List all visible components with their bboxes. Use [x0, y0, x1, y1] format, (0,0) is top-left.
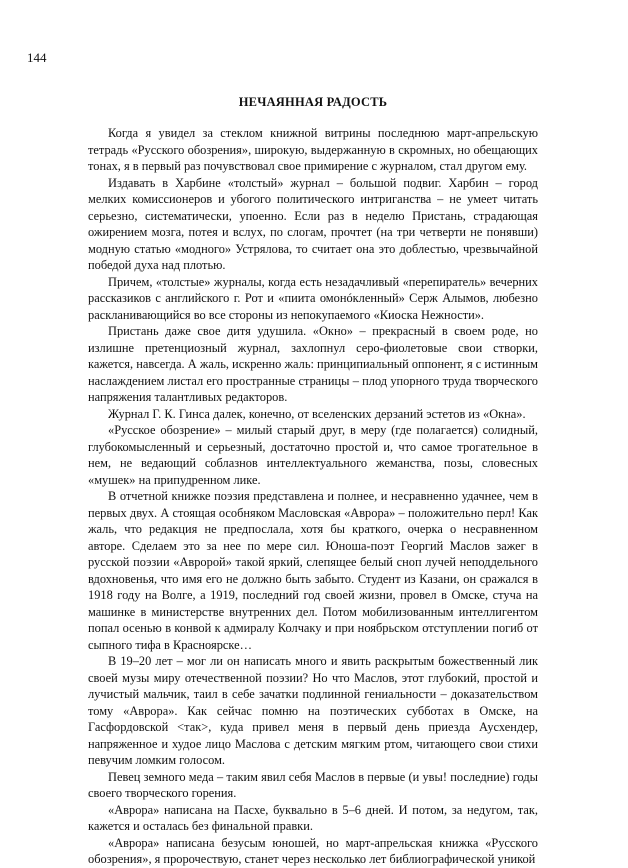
paragraph: Журнал Г. К. Гинса далек, конечно, от вселенских дерзаний эстетов из «Окна». [108, 406, 526, 421]
page-number: 144 [27, 50, 47, 65]
article-title: НЕЧАЯННАЯ РАДОСТЬ [238, 95, 388, 109]
paragraph: Пристань даже свое дитя удушила. «Окно» – прекрасный в своем роде, но излишне претенциозный журнал, захлопнул серо-фиолетовые свои створки, кажется, навсегда. А жаль, искренно жаль: принципиальный оппонент, я с истинным наслаждением листал его пространные страницы – плод упорного труда творческого напряжения талантливых редакторов. [88, 324, 538, 404]
paragraph: Когда я увидел за стеклом книжной витрины последнюю март-апрельскую тетрадь «Русского обозрения», широкую, выдержанную в скромных, но обещающих тонах, я в первый раз почувствовал свое примирение с журналом, стал другом ему. [88, 126, 538, 173]
paragraph: Причем, «толстые» журналы, когда есть незадачливый «перепиратель» вечерних рассказиков с английского г. Рот и «пиита омонóкленный» Серж Алымов, любезно раскланивающийся во все стороны из непокупаемого «Киоска Нежности». [88, 274, 538, 322]
paragraph: В 19–20 лет – мог ли он написать много и явить раскрытым божественный лик своей музы миру отечественной поэзии? Но что Маслов, этот глубокий, простой и лучистый мальчик, таил в себе зачатки подлинной гениальности – доказательством тому «Аврора». Как сейчас помню на поэтических субботах в Омске, на Гасфордовской <так>, куда привел меня в первый день приезда Аусхендер, напряженное и худое лицо Маслова с детским мягким ртом, читающего свои стихи певучим ломким голосом. [88, 654, 538, 767]
paragraph: В отчетной книжке поэзия представлена и полнее, и несравненно удачнее, чем в первых двух. А стоящая особняком Масловская «Аврора» – положительно перл! Как жаль, что редакция не предпослала, хотя бы краткого, очерка о несравненном авторе. Сделаем это за нее по мере сил. Юноша-поэт Георгий Маслов зажег в русской поэзии «Авророй» такой яркий, слепящее белый сноп лучей неподдельного вдохновенья, что имя его не должно быть забыто. Студент из Казани, он сражался в 1918 году на Волге, а 1919, последний год своей жизни, провел в Омске, стуча на машинке в министерстве внутренних дел. Потом мобилизованным интеллигентом попал осенью в конвой к адмиралу Колчаку и при ноябрьском отступлении погиб от сыпного тифа в Красноярске… [88, 489, 538, 652]
paragraph: «Аврора» написана безусым юношей, но март-апрельская книжка «Русского обозрения», я пророчествую, станет через несколько лет библиографической уникой [88, 835, 538, 866]
paragraph: «Аврора» написана на Пасхе, буквально в 5–6 дней. И потом, за недугом, так, кажется и осталась без финальной правки. [88, 802, 538, 833]
article-body [88, 125, 538, 868]
paragraph: Издавать в Харбине «толстый» журнал – большой подвиг. Харбин – город мелких комиссионеров и убогого политического интриганства – не умеет читать серьезно, систематически, упоенно. Если раз в неделю Пристань, страдающая ожирением мозга, потея и вслух, по слогам, прочтет (на три четверти не понявши) модную статью «модного» Устрялова, то считает она это доблестью, чрезвычайной победой духа над плотью. [88, 175, 538, 272]
paragraph: «Русское обозрение» – милый старый друг, в меру (где полагается) солидный, глубокомысленный и серьезный, достаточно простой и, что самое трогательное в нем, не ведающий соблазнов интеллектуального жеманства, позы, словесных «мушек» на припудренном лике. [88, 423, 538, 487]
paragraph: Певец земного меда – таким явил себя Маслов в первые (и увы! последние) годы своего творческого горения. [88, 769, 538, 800]
